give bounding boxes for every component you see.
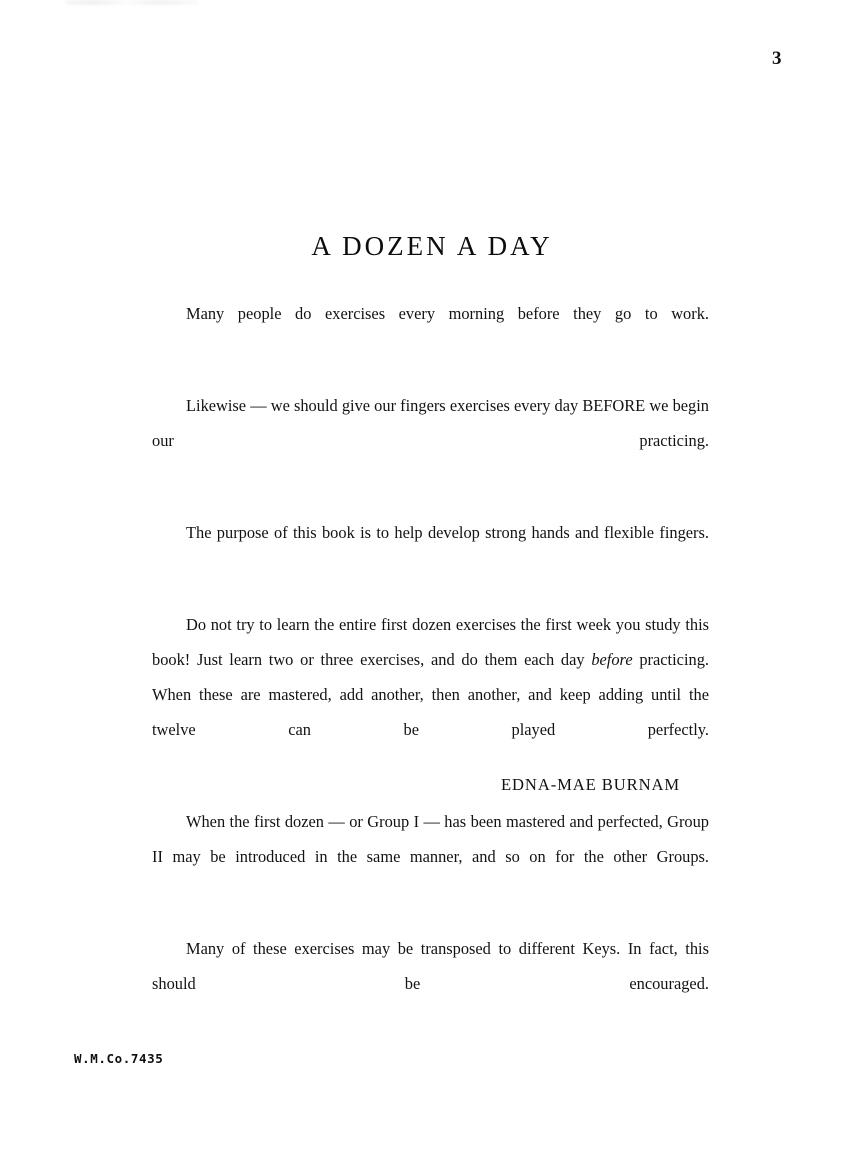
- page-title: A DOZEN A DAY: [311, 231, 553, 261]
- author-signature: EDNA-MAE BURNAM: [501, 775, 680, 794]
- paragraph-4-prefix: Do not try to learn the entire first dozen exercises the first week you study this book! Just learn two or three exercises, and do them each day: [152, 615, 709, 669]
- paragraph-6: Many of these exercises may be transposed to different Keys. In fact, this should be encouraged.: [152, 939, 709, 993]
- scan-smudge-artifact: [66, 0, 198, 5]
- publisher-plate-number: W.M.Co.7435: [74, 1051, 164, 1066]
- paragraph-3: The purpose of this book is to help develop strong hands and flexible fingers.: [186, 523, 709, 542]
- paragraph-4: [152, 607, 709, 782]
- paragraph-5: When the first dozen — or Group I — has been mastered and perfected, Group II may be introduced in the same manner, and so on for the other Groups.: [152, 812, 709, 866]
- paragraph-4-suffix: practicing. When these are mastered, add another, then another, and keep adding until the twelve can be played perfectly.: [152, 650, 709, 739]
- paragraph-1: Many people do exercises every morning before they go to work.: [186, 304, 709, 323]
- page-number: 3: [772, 48, 782, 69]
- body-text-block: [152, 296, 709, 1036]
- paragraph-4-emphasis-before: before: [591, 650, 633, 669]
- paragraph-2: Likewise — we should give our fingers exercises every day BEFORE we begin our practicing.: [152, 396, 709, 450]
